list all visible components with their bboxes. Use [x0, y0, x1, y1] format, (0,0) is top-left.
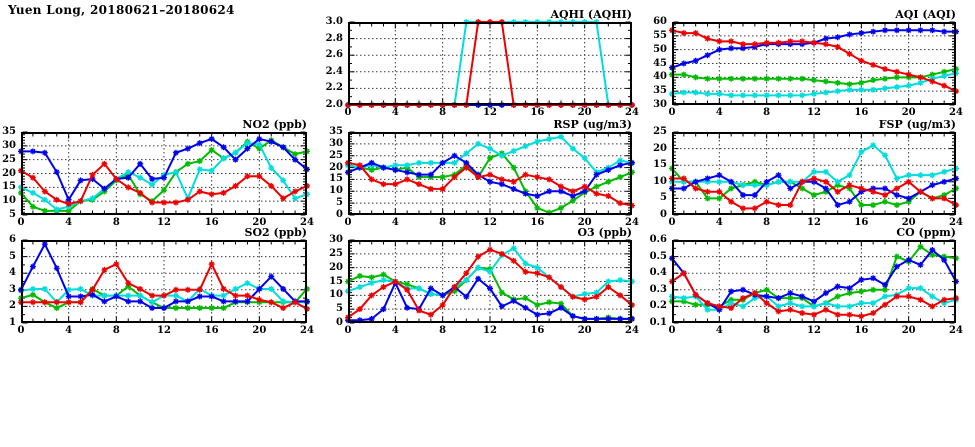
- series-cyan-line: [348, 137, 632, 173]
- y-tick-label-co: 0.2: [649, 300, 667, 312]
- y-tick-label-rsp: 35: [329, 126, 343, 137]
- y-tick-label-o3: 15: [329, 275, 343, 287]
- x-tick-label-co: 0: [668, 325, 676, 336]
- chart-o3: [329, 226, 639, 336]
- plot-area-aqhi: [348, 22, 632, 105]
- x-tick-label-fsp: 0: [668, 217, 676, 228]
- y-tick-label-so2: 3: [9, 283, 16, 295]
- y-tick-label-co: 0.4: [649, 267, 667, 279]
- x-tick-label-no2: 24: [300, 217, 314, 228]
- y-tick-label-rsp: 0: [336, 209, 343, 220]
- chart-title-aqhi: AQHI (AQHI): [550, 8, 632, 21]
- y-tick-label-so2: 6: [9, 234, 16, 245]
- y-tick-label-aqi: 45: [653, 57, 667, 69]
- series-red-markers: [669, 270, 959, 319]
- x-tick-label-fsp: 20: [901, 217, 916, 228]
- plot-svg-co: [672, 240, 956, 323]
- x-tick-label-rsp: 4: [391, 217, 399, 228]
- x-tick-label-aqhi: 16: [530, 107, 545, 118]
- chart-so2: [9, 226, 314, 336]
- y-tick-label-o3: 10: [329, 289, 343, 301]
- y-tick-label-no2: 5: [9, 209, 16, 220]
- plot-svg-fsp: [672, 132, 956, 215]
- chart-aqhi: [325, 8, 639, 118]
- x-tick-label-o3: 24: [625, 325, 639, 336]
- y-tick-label-fsp: 0: [660, 209, 667, 220]
- y-tick-label-aqhi: 2.8: [325, 32, 343, 44]
- y-tick-label-aqi: 60: [653, 16, 667, 27]
- y-tick-label-no2: 20: [2, 167, 16, 179]
- x-tick-label-co: 8: [763, 325, 771, 336]
- x-tick-label-fsp: 24: [949, 217, 963, 228]
- x-tick-label-co: 16: [854, 325, 869, 336]
- x-tick-label-o3: 4: [391, 325, 399, 336]
- y-tick-label-no2: 10: [2, 195, 16, 207]
- x-tick-label-so2: 12: [157, 325, 171, 336]
- y-tick-label-rsp: 5: [336, 197, 343, 209]
- y-tick-label-rsp: 10: [329, 185, 343, 197]
- x-tick-label-aqi: 12: [807, 107, 821, 118]
- x-tick-label-aqhi: 24: [625, 107, 639, 118]
- x-tick-label-aqhi: 4: [391, 107, 399, 118]
- page-title: Yuen Long, 20180621–20180624: [8, 3, 235, 17]
- y-tick-label-co: 0.1: [649, 317, 667, 328]
- y-tick-label-aqhi: 2.6: [325, 49, 343, 61]
- y-tick-label-no2: 30: [2, 139, 16, 151]
- y-tick-label-no2: 35: [2, 126, 16, 137]
- x-tick-label-no2: 4: [65, 217, 73, 228]
- y-tick-label-so2: 5: [9, 250, 16, 262]
- y-tick-label-fsp: 25: [653, 126, 667, 137]
- y-tick-label-aqi: 35: [653, 85, 667, 97]
- y-tick-label-co: 0.3: [649, 283, 667, 295]
- y-tick-label-o3: 30: [329, 234, 343, 245]
- y-tick-label-aqi: 30: [653, 99, 667, 110]
- y-tick-label-so2: 2: [9, 300, 16, 312]
- x-tick-label-so2: 8: [112, 325, 120, 336]
- y-tick-label-aqhi: 2.0: [325, 99, 343, 110]
- chart-title-aqi: AQI (AQI): [895, 8, 956, 21]
- x-tick-label-o3: 8: [439, 325, 447, 336]
- plot-area-fsp: [672, 132, 956, 215]
- x-tick-label-no2: 16: [204, 217, 219, 228]
- y-tick-label-fsp: 5: [660, 192, 667, 204]
- plot-svg-o3: [348, 240, 632, 323]
- x-tick-label-so2: 16: [204, 325, 219, 336]
- chart-title-fsp: FSP (ug/m3): [878, 118, 956, 131]
- x-tick-label-fsp: 8: [763, 217, 771, 228]
- chart-title-so2: SO2 (ppb): [244, 226, 307, 239]
- y-tick-label-so2: 1: [9, 317, 16, 328]
- y-tick-label-o3: 20: [329, 261, 343, 273]
- y-tick-label-rsp: 15: [329, 173, 343, 185]
- y-tick-label-fsp: 10: [653, 175, 667, 187]
- plot-area-co: [672, 240, 956, 323]
- y-tick-label-o3: 25: [329, 247, 343, 259]
- y-tick-label-o3: 5: [336, 303, 343, 315]
- x-tick-label-rsp: 0: [344, 217, 352, 228]
- y-tick-label-aqi: 50: [653, 43, 667, 55]
- x-tick-label-aqhi: 0: [344, 107, 352, 118]
- x-tick-label-no2: 20: [252, 217, 267, 228]
- plot-area-aqi: [672, 22, 956, 105]
- x-tick-label-no2: 8: [112, 217, 120, 228]
- x-tick-label-so2: 0: [17, 325, 25, 336]
- x-tick-label-aqi: 20: [901, 107, 916, 118]
- x-tick-label-o3: 20: [577, 325, 592, 336]
- x-tick-label-aqhi: 12: [483, 107, 497, 118]
- y-tick-label-o3: 0: [336, 317, 343, 328]
- x-tick-label-fsp: 4: [715, 217, 723, 228]
- x-tick-label-aqi: 24: [949, 107, 963, 118]
- plot-svg-so2: [21, 240, 307, 323]
- y-tick-label-fsp: 15: [653, 159, 667, 171]
- plot-svg-rsp: [348, 132, 632, 215]
- x-tick-label-no2: 0: [17, 217, 25, 228]
- chart-aqi: [653, 8, 963, 118]
- x-tick-label-o3: 12: [483, 325, 497, 336]
- series-red-line: [348, 250, 632, 318]
- plot-svg-no2: [21, 132, 307, 215]
- x-tick-label-co: 24: [949, 325, 963, 336]
- x-tick-label-co: 20: [901, 325, 916, 336]
- chart-fsp: [653, 118, 963, 228]
- x-tick-label-rsp: 12: [483, 217, 497, 228]
- x-tick-label-aqi: 0: [668, 107, 676, 118]
- x-tick-label-so2: 4: [65, 325, 73, 336]
- chart-title-o3: O3 (ppb): [577, 226, 632, 239]
- y-tick-label-rsp: 30: [329, 137, 343, 149]
- chart-co: [649, 226, 963, 336]
- x-tick-label-o3: 16: [530, 325, 545, 336]
- x-tick-label-aqhi: 20: [577, 107, 592, 118]
- x-tick-label-co: 4: [715, 325, 723, 336]
- plot-svg-aqi: [672, 22, 956, 105]
- y-tick-label-co: 0.5: [649, 250, 667, 262]
- plot-svg-aqhi: [348, 22, 632, 105]
- x-tick-label-rsp: 20: [577, 217, 592, 228]
- y-tick-label-co: 0.6: [649, 234, 667, 245]
- plot-area-o3: [348, 240, 632, 323]
- x-tick-label-aqhi: 8: [439, 107, 447, 118]
- y-tick-label-aqhi: 2.2: [325, 82, 343, 94]
- y-tick-label-aqhi: 3.0: [325, 16, 343, 27]
- x-tick-label-aqi: 4: [715, 107, 723, 118]
- chart-title-co: CO (ppm): [896, 226, 956, 239]
- series-red-line: [21, 164, 307, 204]
- chart-rsp: [329, 118, 639, 228]
- plot-area-no2: [21, 132, 307, 215]
- x-tick-label-so2: 24: [300, 325, 314, 336]
- x-tick-label-rsp: 8: [439, 217, 447, 228]
- x-tick-label-rsp: 24: [625, 217, 639, 228]
- y-tick-label-no2: 25: [2, 153, 16, 165]
- x-tick-label-fsp: 12: [807, 217, 821, 228]
- x-tick-label-o3: 0: [344, 325, 352, 336]
- x-tick-label-aqi: 16: [854, 107, 869, 118]
- y-tick-label-aqhi: 2.4: [325, 65, 343, 77]
- y-tick-label-no2: 15: [2, 181, 16, 193]
- y-tick-label-fsp: 20: [653, 142, 667, 154]
- y-tick-label-rsp: 20: [329, 161, 343, 173]
- y-tick-label-aqi: 55: [653, 29, 667, 41]
- chart-title-rsp: RSP (ug/m3): [553, 118, 632, 131]
- y-tick-label-so2: 4: [9, 267, 16, 279]
- chart-no2: [2, 118, 314, 228]
- x-tick-label-co: 12: [807, 325, 821, 336]
- x-tick-label-so2: 20: [252, 325, 267, 336]
- series-blue-markers: [669, 27, 959, 70]
- y-tick-label-aqi: 40: [653, 71, 667, 83]
- chart-title-no2: NO2 (ppb): [242, 118, 307, 131]
- plot-area-rsp: [348, 132, 632, 215]
- x-tick-label-fsp: 16: [854, 217, 869, 228]
- x-tick-label-no2: 12: [157, 217, 171, 228]
- y-tick-label-rsp: 25: [329, 149, 343, 161]
- x-tick-label-rsp: 16: [530, 217, 545, 228]
- x-tick-label-aqi: 8: [763, 107, 771, 118]
- plot-area-so2: [21, 240, 307, 323]
